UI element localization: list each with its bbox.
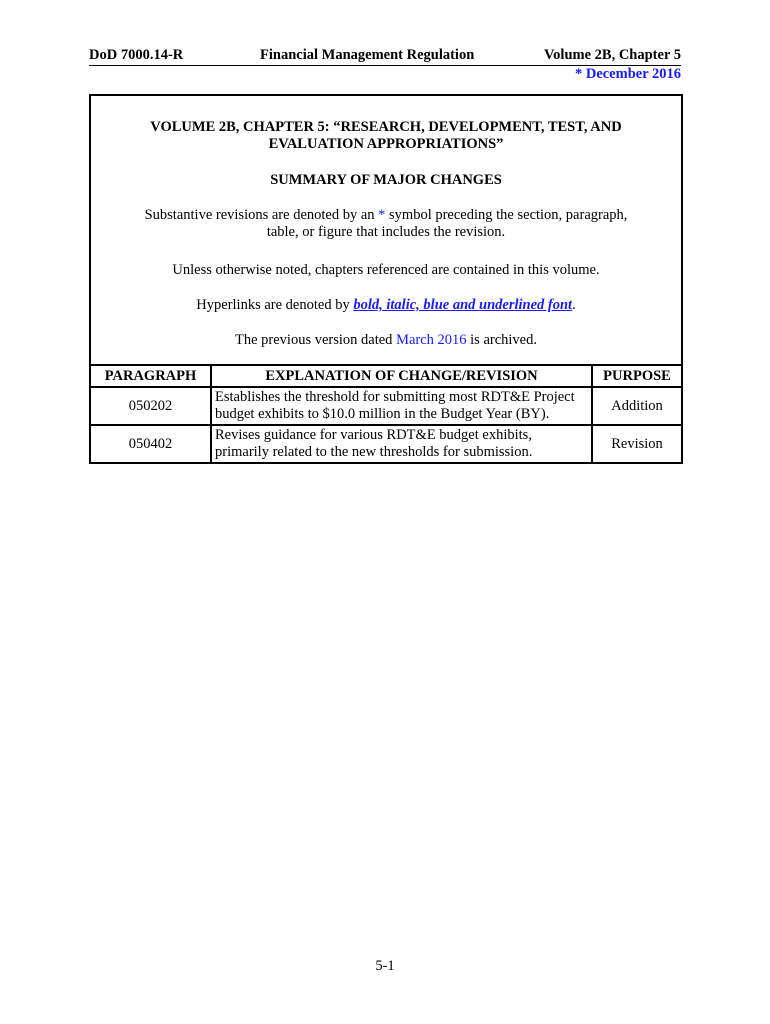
paragraph-column-header: PARAGRAPH xyxy=(90,365,211,387)
changes-table xyxy=(89,364,683,464)
summary-box xyxy=(89,94,683,366)
explanation-cell: Revises guidance for various RDT&E budget exhibits, primarily related to the new thresholds for submission. xyxy=(211,425,592,463)
hyperlink-style-sample: bold, italic, blue and underlined font xyxy=(353,297,573,313)
revision-date: * December 2016 xyxy=(574,66,681,82)
hyperlinks-note xyxy=(91,297,681,314)
chapter-title-line-2: EVALUATION APPROPRIATIONS” xyxy=(268,136,504,152)
regulation-title: Financial Management Regulation xyxy=(260,47,475,63)
summary-heading: SUMMARY OF MAJOR CHANGES xyxy=(270,172,502,188)
table-row xyxy=(90,425,682,463)
previous-text-before: The previous version dated xyxy=(234,332,397,348)
explanation-cell: Establishes the threshold for submitting most RDT&E Project budget exhibits to $10.0 million in the Budget Year (BY). xyxy=(211,387,592,425)
page-number: 5-1 xyxy=(375,958,395,974)
chapters-note: Unless otherwise noted, chapters referenced are contained in this volume. xyxy=(172,262,600,278)
page-header xyxy=(89,47,681,66)
revision-star-symbol: * xyxy=(378,207,386,223)
explanation-column-header: EXPLANATION OF CHANGE/REVISION xyxy=(211,365,592,387)
purpose-cell: Revision xyxy=(592,425,682,463)
volume-chapter: Volume 2B, Chapter 5 xyxy=(544,47,681,63)
revisions-text-after: symbol preceding the section, paragraph, table, or figure that includes the revision. xyxy=(266,207,628,240)
revisions-note xyxy=(131,207,641,241)
chapter-title xyxy=(91,119,681,153)
table-row xyxy=(90,387,682,425)
previous-version-note xyxy=(91,332,681,349)
paragraph-cell: 050202 xyxy=(90,387,211,425)
table-header-row xyxy=(90,365,682,387)
previous-version-link[interactable]: March 2016 xyxy=(396,332,467,348)
hyperlinks-text-before: Hyperlinks are denoted by xyxy=(196,297,354,313)
document-id: DoD 7000.14-R xyxy=(89,47,184,63)
previous-text-after: is archived. xyxy=(466,332,537,348)
chapter-title-line-1: VOLUME 2B, CHAPTER 5: “RESEARCH, DEVELOPMENT, TEST, AND xyxy=(150,119,622,135)
purpose-column-header: PURPOSE xyxy=(592,365,682,387)
paragraph-cell: 050402 xyxy=(90,425,211,463)
hyperlinks-text-after: . xyxy=(572,297,576,313)
revisions-text-before: Substantive revisions are denoted by an xyxy=(144,207,379,223)
purpose-cell: Addition xyxy=(592,387,682,425)
